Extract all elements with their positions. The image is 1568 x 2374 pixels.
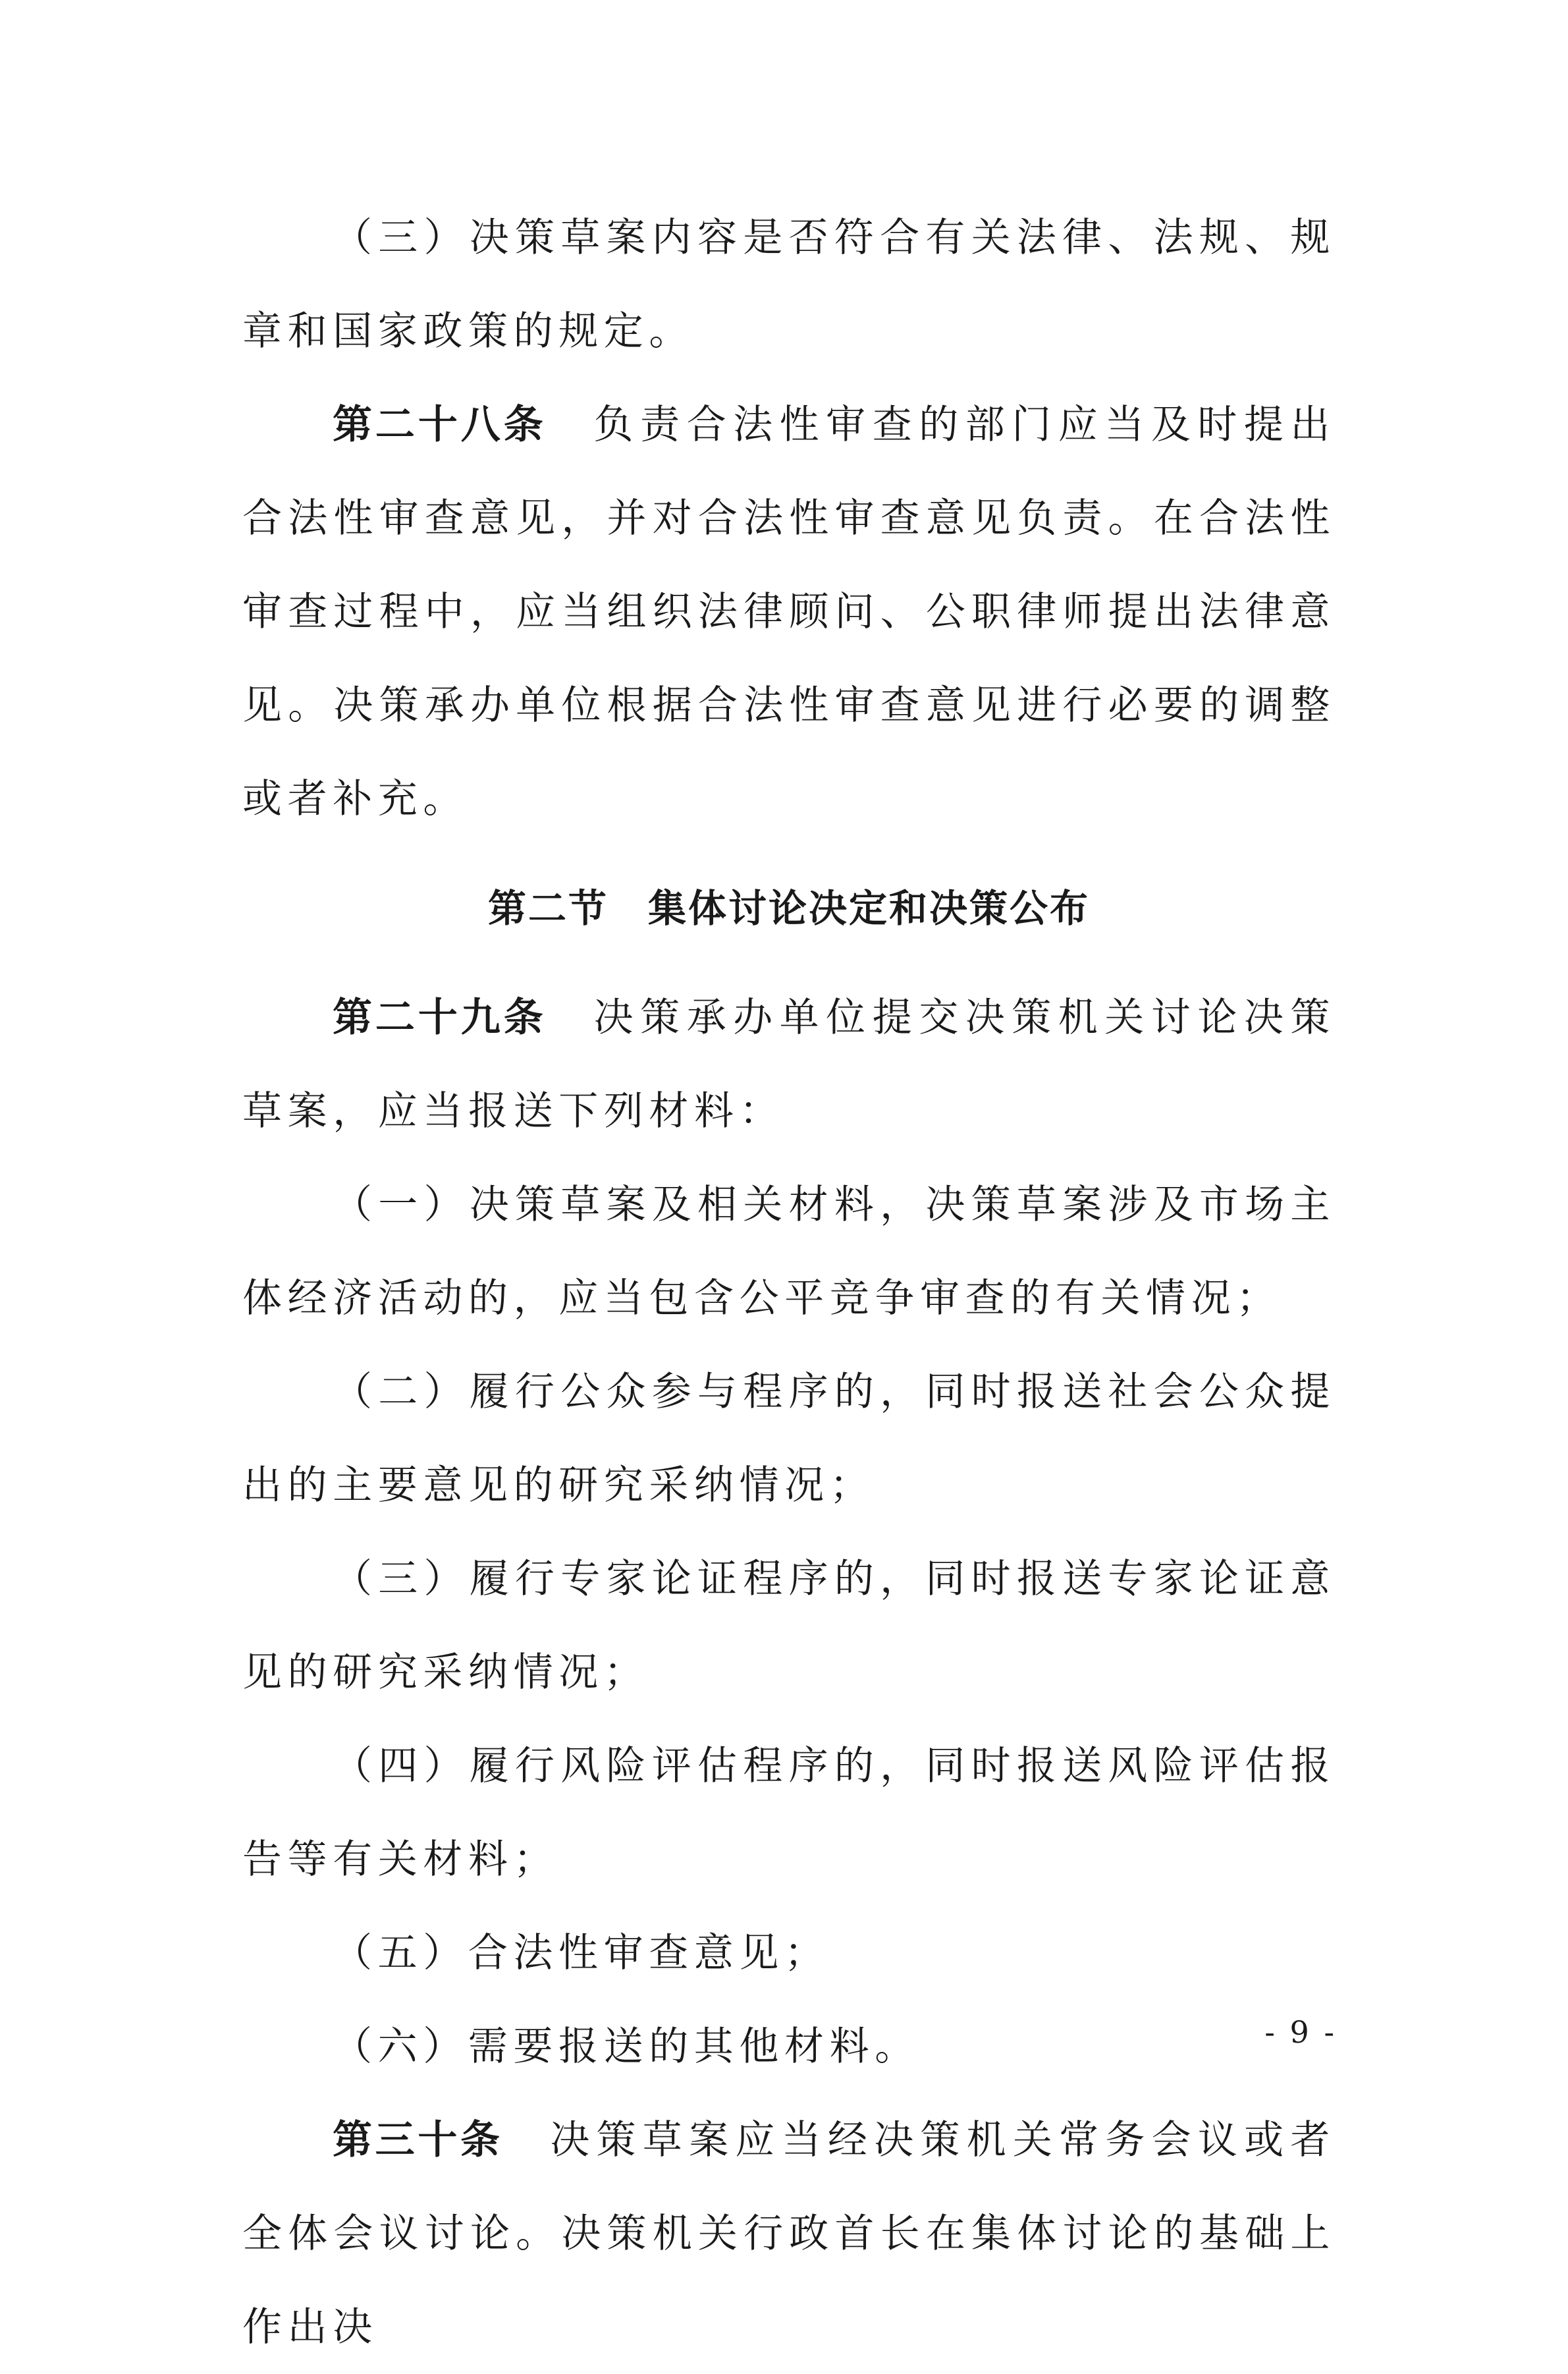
section-number: 第二节 [487, 886, 608, 931]
article-29 [242, 971, 1336, 1158]
list-item-three [242, 1532, 1336, 1719]
paragraph-text: （三）履行专家论证程序的，同时报送专家论证意见的研究采纳情况； [242, 1556, 1336, 1696]
list-item-two [242, 1345, 1336, 1532]
paragraph-text: （三）决策草案内容是否符合有关法律、法规、规章和国家政策的规定。 [242, 215, 1336, 354]
paragraph-text: （六）需要报送的其他材料。 [333, 2024, 920, 2070]
paragraph-text: （一）决策草案及相关材料，决策草案涉及市场主体经济活动的，应当包含公平竞争审查的有关情况； [242, 1182, 1336, 1321]
paragraph-item-three-legality [242, 191, 1336, 378]
paragraph-text: （五）合法性审查意见； [333, 1930, 830, 1976]
list-item-five [242, 1906, 1336, 2000]
paragraph-text: 决策承办单位提交决策机关讨论决策草案，应当报送下列材料： [242, 995, 1336, 1134]
paragraph-text: 负责合法性审查的部门应当及时提出合法性审查意见，并对合法性审查意见负责。在合法性审查过程中，应当组织法律顾问、公职律师提出法律意见。决策承办单位根据合法性审查意见进行必要的调整或者补充。 [242, 402, 1336, 822]
article-number: 第二十八条 [333, 402, 547, 448]
section-heading [242, 846, 1336, 971]
list-item-four [242, 1719, 1336, 1906]
list-item-six [242, 2000, 1336, 2093]
paragraph-text: 决策草案应当经决策机关常务会议或者全体会议讨论。决策机关行政首长在集体讨论的基础上作出决 [242, 2117, 1336, 2350]
document-body [242, 191, 1336, 2374]
section-title: 集体讨论决定和决策公布 [648, 886, 1091, 931]
article-30 [242, 2093, 1336, 2374]
paragraph-text: （四）履行风险评估程序的，同时报送风险评估报告等有关材料； [242, 1743, 1336, 1883]
article-28 [242, 378, 1336, 846]
article-number: 第三十条 [333, 2117, 503, 2163]
list-item-one [242, 1158, 1336, 1345]
paragraph-text: （二）履行公众参与程序的，同时报送社会公众提出的主要意见的研究采纳情况； [242, 1369, 1336, 1508]
page-number: - 9 - [1264, 2014, 1337, 2050]
article-number: 第二十九条 [333, 995, 547, 1041]
